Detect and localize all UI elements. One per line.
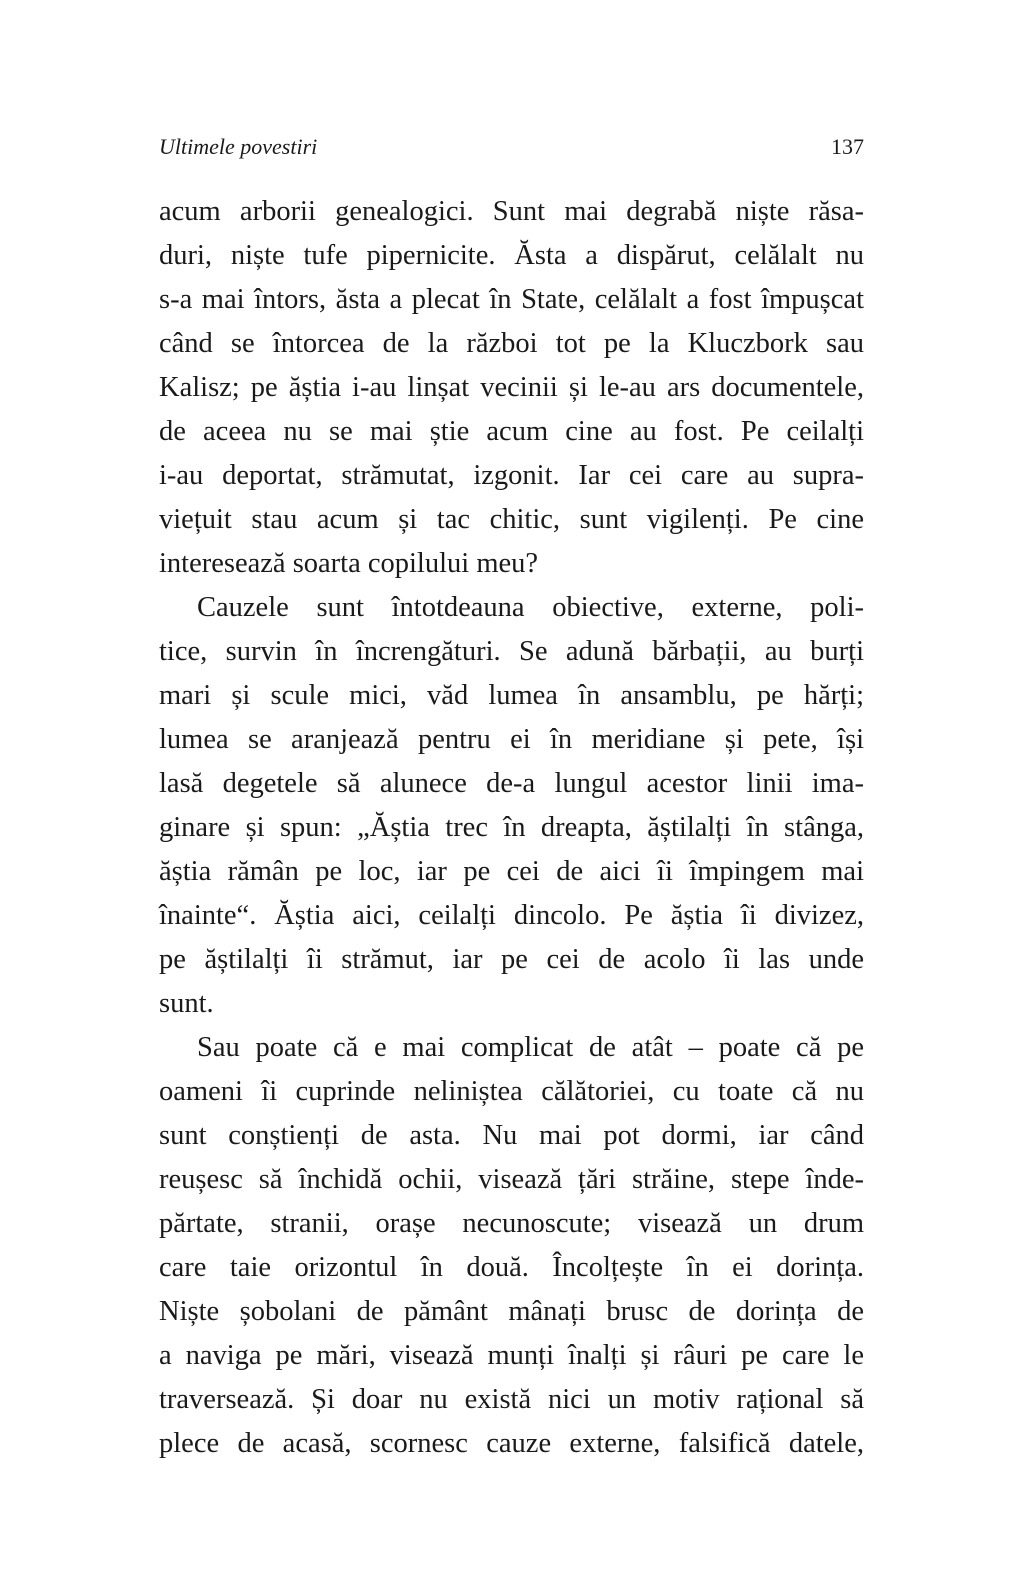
text-line: Sau poate că e mai complicat de atât – poate că pe <box>197 1032 864 1063</box>
text-line: traversează. Și doar nu există nici un motiv rațional să <box>159 1384 864 1415</box>
text-line: Kalisz; pe ăștia i-au linșat vecinii și le-au ars documentele, <box>159 372 864 403</box>
text-line: ginare și spun: „Ăștia trec în dreapta, ăștilalți în stânga, <box>159 812 864 843</box>
text-line: lasă degetele să alunece de-a lungul acestor linii ima- <box>159 768 864 799</box>
text-line: interesează soarta copilului meu? <box>159 548 539 579</box>
page-number: 137 <box>831 134 864 159</box>
text-line: acum arborii genealogici. Sunt mai degrabă niște răsa- <box>159 196 864 227</box>
text-line: s-a mai întors, ăsta a plecat în State, celălalt a fost împușcat <box>159 284 864 315</box>
running-title: Ultimele povestiri <box>159 134 318 159</box>
paragraph-2 <box>159 586 864 1026</box>
text-line: ăștia rămân pe loc, iar pe cei de aici îi împingem mai <box>159 856 864 887</box>
text-line: sunt conștienți de asta. Nu mai pot dormi, iar când <box>159 1120 864 1151</box>
text-line: tice, survin în încrengături. Se adună bărbații, au burți <box>159 636 864 667</box>
text-line: mari și scule mici, văd lumea în ansamblu, pe hărți; <box>159 680 864 711</box>
text-line: de aceea nu se mai știe acum cine au fost. Pe ceilalți <box>159 416 864 447</box>
text-line: pe ăștilalți îi strămut, iar pe cei de acolo îi las unde <box>159 944 864 975</box>
text-line: Niște șobolani de pământ mânați brusc de dorința de <box>159 1296 864 1327</box>
text-line: i-au deportat, strămutat, izgonit. Iar cei care au supra- <box>159 460 864 491</box>
text-line: înainte“. Ăștia aici, ceilalți dincolo. Pe ăștia îi divizez, <box>159 900 864 931</box>
text-line: oameni îi cuprinde neliniștea călătoriei, cu toate că nu <box>159 1076 864 1107</box>
text-line: părtate, stranii, orașe necunoscute; visează un drum <box>159 1208 864 1239</box>
text-line: viețuit stau acum și tac chitic, sunt vigilenți. Pe cine <box>159 504 864 535</box>
text-line: duri, niște tufe pipernicite. Ăsta a dispărut, celălalt nu <box>159 240 864 271</box>
body-text <box>159 190 864 1466</box>
running-head <box>159 134 864 166</box>
text-line: Cauzele sunt întotdeauna obiective, externe, poli- <box>197 592 864 623</box>
text-line: care taie orizontul în două. Încolțește în ei dorința. <box>159 1252 864 1283</box>
text-line: lumea se aranjează pentru ei în meridiane și pete, își <box>159 724 864 755</box>
text-line: plece de acasă, scornesc cauze externe, falsifică datele, <box>159 1428 864 1459</box>
paragraph-3 <box>159 1026 864 1466</box>
paragraph-1 <box>159 190 864 586</box>
text-line: reușesc să închidă ochii, visează țări străine, stepe înde- <box>159 1164 864 1195</box>
text-line: sunt. <box>159 988 214 1019</box>
text-line: a naviga pe mări, visează munți înalți și râuri pe care le <box>159 1340 864 1371</box>
text-line: când se întorcea de la război tot pe la Kluczbork sau <box>159 328 864 359</box>
